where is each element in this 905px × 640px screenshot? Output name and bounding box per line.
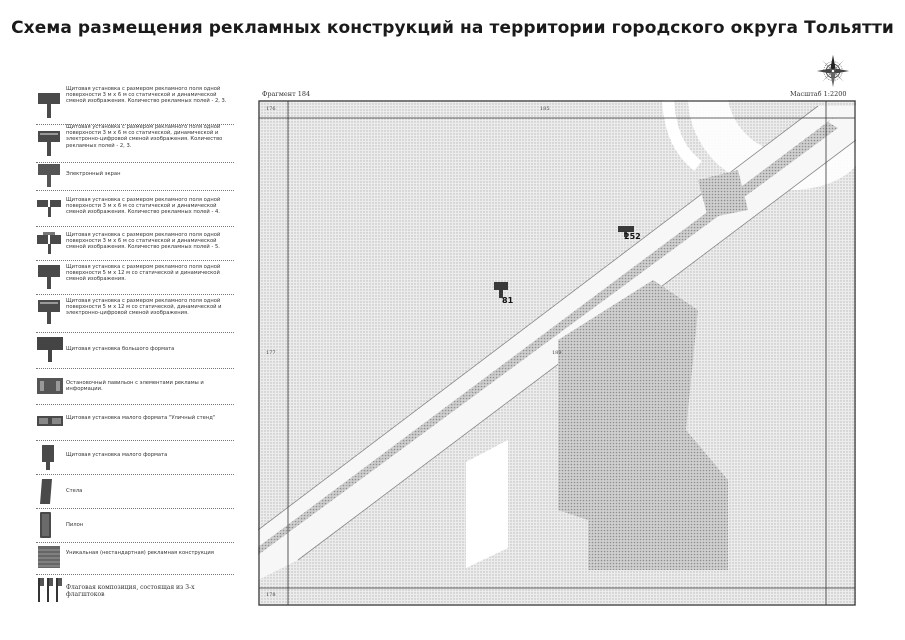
large-format-billboard-icon bbox=[36, 334, 64, 364]
bus-stop-pavilion-icon bbox=[36, 372, 64, 402]
legend-item bbox=[36, 294, 234, 333]
legend-text: Остановочный павильон с элементами рекламы и информации. bbox=[66, 380, 204, 393]
billboard-3x6-digital-icon bbox=[36, 128, 64, 158]
pylon-icon bbox=[36, 510, 64, 540]
grid-cell-label: 177 bbox=[266, 350, 276, 356]
billboard-5-fields-icon bbox=[36, 228, 64, 258]
unique-construction-icon bbox=[36, 543, 64, 573]
grid-cell-label: 178 bbox=[266, 592, 276, 598]
legend-item bbox=[36, 260, 234, 295]
legend-item bbox=[36, 508, 234, 543]
grid-cell-label: 185 bbox=[540, 106, 550, 112]
billboard-3x6-static-icon bbox=[36, 90, 64, 120]
legend-text: Щитовая установка большого формата bbox=[66, 346, 175, 352]
parking-lot bbox=[466, 440, 508, 568]
small-format-street-stand-icon bbox=[36, 408, 64, 438]
legend-item bbox=[36, 86, 234, 125]
legend-item bbox=[36, 226, 234, 261]
legend-text: Щитовая установка с размером рекламного поля одной поверхности 3 м х 6 м со статической и динамической сменой изображения. Количество рекламных полей - 2, 3. bbox=[66, 86, 227, 105]
compass-rose-icon bbox=[816, 54, 850, 88]
legend-item bbox=[36, 574, 234, 606]
billboard-5x12-digital-icon bbox=[36, 297, 64, 327]
electronic-screen-icon bbox=[36, 161, 64, 191]
billboard-4-fields-icon bbox=[36, 192, 64, 222]
legend-text: Щитовая установка с размером рекламного поля одной поверхности 3 м х 6 м со статической и динамической сменой изображения. Количество рекламных полей - 5. bbox=[66, 232, 221, 251]
legend-text: Электронный экран bbox=[66, 171, 121, 177]
legend-text: Стела bbox=[66, 488, 83, 494]
grid-cell-label: 189 bbox=[552, 350, 562, 356]
stele-icon bbox=[36, 476, 64, 506]
page-title: Схема размещения рекламных конструкций на территории городского округа Тольятти bbox=[11, 18, 894, 38]
legend-item bbox=[36, 124, 234, 163]
billboard-5x12-static-icon bbox=[36, 262, 64, 292]
legend-text: Щитовая установка с размером рекламного поля одной поверхности 5 м х 12 м со статической и динамической сменой изображения. bbox=[66, 264, 221, 283]
legend-item bbox=[36, 368, 234, 405]
sign-number-label: 81 bbox=[502, 296, 514, 305]
legend-text: Пилон bbox=[66, 522, 84, 528]
flag-composition-icon bbox=[36, 575, 64, 605]
legend-text: Щитовая установка с размером рекламного поля одной поверхности 3 м х 6 м со статической, динамической и электронно-цифровой сменой изображения. Количество рекламных полей - 2, 3. bbox=[66, 124, 223, 149]
legend-item bbox=[36, 404, 234, 441]
fragment-label: Фрагмент 184 bbox=[262, 90, 311, 98]
legend-item bbox=[36, 190, 234, 227]
legend-item bbox=[36, 332, 234, 369]
legend-text: Флаговая композиция, состоящая из 3-х флагштоков bbox=[66, 584, 195, 598]
legend-text: Уникальная (нестандартная) рекламная конструкция bbox=[66, 550, 214, 556]
small-format-billboard-icon bbox=[36, 442, 64, 472]
legend-text: Щитовая установка малого формата "Уличный стенд" bbox=[66, 415, 216, 421]
legend-item bbox=[36, 162, 234, 191]
legend-text: Щитовая установка с размером рекламного поля одной поверхности 5 м х 12 м со статической, динамической и электронно-цифровой сменой изображения. bbox=[66, 298, 222, 317]
legend-item bbox=[36, 542, 234, 575]
scale-label: Масштаб 1:2200 bbox=[790, 90, 847, 98]
legend-text: Щитовая установка малого формата bbox=[66, 452, 168, 458]
legend-text: Щитовая установка с размером рекламного поля одной поверхности 3 м х 6 м со статической и динамической сменой изображения. Количество рекламных полей - 4. bbox=[66, 197, 221, 216]
legend-item bbox=[36, 474, 234, 509]
grid-cell-label: 176 bbox=[266, 106, 276, 112]
sign-number-label: 252 bbox=[624, 232, 641, 241]
legend-item bbox=[36, 440, 234, 475]
